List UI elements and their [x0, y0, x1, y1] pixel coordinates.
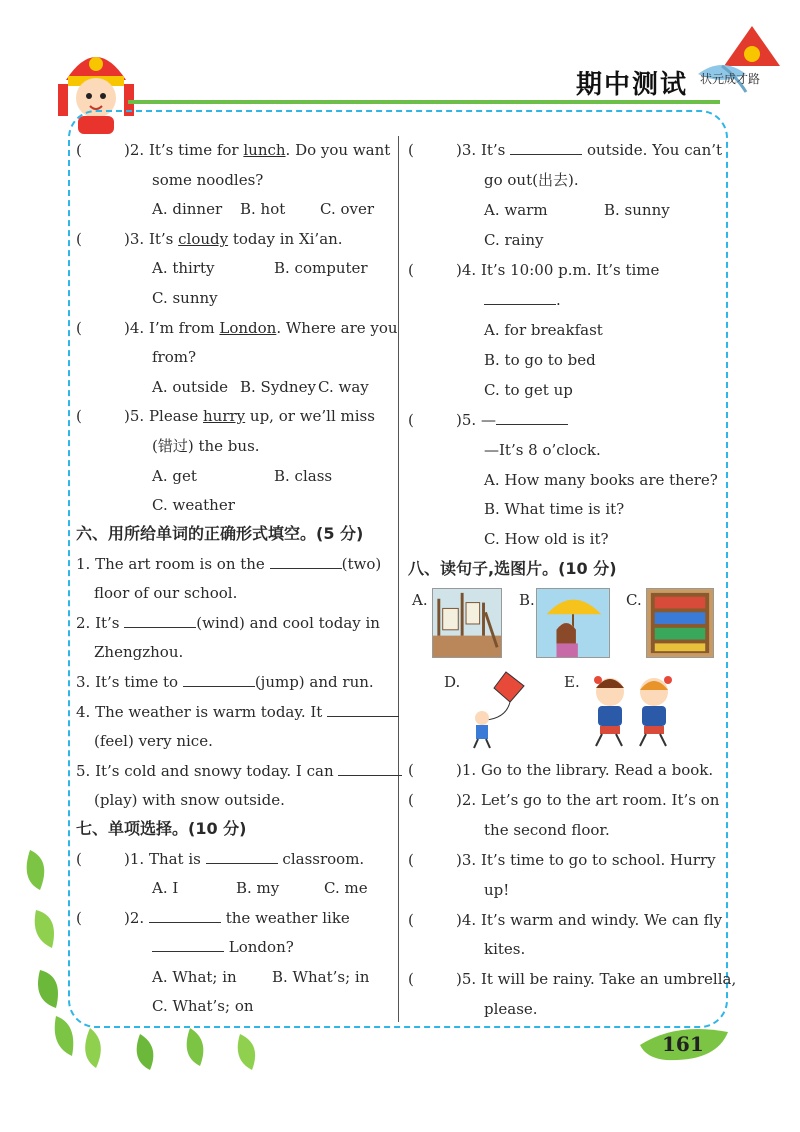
match-item-cont: the second floor.	[484, 821, 610, 839]
question-text: )5. Please hurry up, or we’ll miss	[124, 407, 375, 425]
picture-umbrella[interactable]	[536, 588, 610, 658]
picture-label-e: E.	[564, 673, 580, 691]
answer-paren[interactable]: (	[408, 851, 414, 869]
question-cont: .	[484, 290, 561, 310]
option-b: B. my	[236, 879, 280, 897]
option-c: C. weather	[152, 496, 235, 514]
question-cont: (错过) the bus.	[152, 437, 260, 455]
answer-blank[interactable]	[149, 908, 221, 923]
column-divider	[398, 136, 399, 1022]
option-b: B. hot	[240, 200, 286, 218]
answer-paren[interactable]: (	[408, 791, 414, 809]
answer-paren[interactable]: (	[76, 319, 82, 337]
answer-blank[interactable]	[124, 613, 196, 628]
question-text: )5. —	[456, 410, 568, 430]
option-a: A. How many books are there?	[484, 471, 718, 489]
option-a: A. I	[152, 879, 179, 897]
picture-art-room[interactable]	[432, 588, 502, 658]
fill-item: 3. It’s time to (jump) and run.	[76, 673, 374, 691]
page-number: 161	[662, 1032, 704, 1056]
option-c: C. rainy	[484, 231, 544, 249]
match-item: )5. It will be rainy. Take an umbrella,	[456, 970, 737, 988]
option-c: C. way	[318, 378, 369, 396]
fill-item-cont: (feel) very nice.	[94, 732, 213, 750]
section-title: 八、读句子,选图片。(10 分)	[408, 559, 617, 578]
question-cont: London?	[152, 937, 294, 957]
answer-paren[interactable]: (	[408, 141, 414, 159]
section-title: 六、用所给单词的正确形式填空。(5 分)	[76, 524, 364, 543]
option-c: C. over	[320, 200, 375, 218]
answer-blank[interactable]	[338, 761, 402, 776]
fill-item: 5. It’s cold and snowy today. I can	[76, 761, 402, 781]
match-item: )1. Go to the library. Read a book.	[456, 761, 714, 779]
question-cont: —It’s 8 o’clock.	[484, 441, 601, 459]
answer-blank[interactable]	[496, 410, 568, 425]
answer-paren[interactable]: (	[76, 141, 82, 159]
option-b: B. sunny	[604, 201, 670, 219]
answer-blank[interactable]	[183, 672, 255, 687]
option-b: B. Sydney	[240, 378, 316, 396]
fill-item-cont: Zhengzhou.	[94, 643, 184, 661]
answer-paren[interactable]: (	[408, 761, 414, 779]
option-b: B. What time is it?	[484, 500, 625, 518]
option-b: B. What’s; in	[272, 968, 370, 986]
answer-paren[interactable]: (	[76, 230, 82, 248]
picture-library[interactable]	[646, 588, 714, 658]
fill-item: 2. It’s (wind) and cool today in	[76, 614, 380, 632]
section-title: 七、单项选择。(10 分)	[76, 819, 247, 838]
answer-paren[interactable]: (	[408, 261, 414, 279]
option-a: A. What; in	[152, 968, 237, 986]
option-a: A. outside	[152, 378, 229, 396]
option-a: A. for breakfast	[484, 321, 603, 339]
answer-paren[interactable]: (	[76, 909, 82, 927]
picture-label-b: B.	[519, 591, 535, 609]
option-a: A. thirty	[152, 259, 215, 277]
option-c: C. How old is it?	[484, 530, 609, 548]
option-a: A. get	[152, 467, 197, 485]
answer-paren[interactable]: (	[408, 411, 414, 429]
question-text: )1. That is classroom.	[124, 850, 365, 868]
question-text: )4. It’s 10:00 p.m. It’s time	[456, 261, 660, 279]
option-b: B. computer	[274, 259, 368, 277]
question-cont: some noodles?	[152, 171, 264, 189]
question-text: )3. It’s cloudy today in Xi’an.	[124, 230, 343, 248]
answer-blank[interactable]	[152, 937, 224, 952]
question-text: )2. the weather like	[124, 909, 350, 927]
page-title: 期中测试	[576, 70, 689, 100]
answer-paren[interactable]: (	[76, 850, 82, 868]
answer-blank[interactable]	[270, 554, 342, 569]
question-cont: from?	[152, 348, 197, 366]
option-c: C. me	[324, 879, 368, 897]
answer-paren[interactable]: (	[408, 911, 414, 929]
answer-blank[interactable]	[484, 290, 556, 305]
answer-blank[interactable]	[206, 849, 278, 864]
match-item-cont: please.	[484, 1000, 538, 1018]
match-item-cont: up!	[484, 881, 510, 899]
option-c: C. What’s; on	[152, 997, 254, 1015]
match-item: )3. It’s time to go to school. Hurry	[456, 851, 716, 869]
answer-paren[interactable]: (	[76, 407, 82, 425]
option-a: A. dinner	[152, 200, 223, 218]
option-b: B. class	[274, 467, 333, 485]
question-cont: go out(出去).	[484, 171, 579, 189]
brand-logo	[692, 22, 792, 100]
picture-label-d: D.	[444, 673, 461, 691]
brand-text: 状元成才路	[700, 72, 761, 86]
fill-item: 4. The weather is warm today. It	[76, 702, 399, 722]
answer-paren[interactable]: (	[408, 970, 414, 988]
option-a: A. warm	[484, 201, 548, 219]
match-item-cont: kites.	[484, 940, 526, 958]
picture-label-c: C.	[626, 591, 642, 609]
fill-item-cont: floor of our school.	[94, 584, 238, 602]
picture-kite[interactable]	[466, 668, 530, 750]
picture-label-a: A.	[412, 591, 428, 609]
option-c: C. sunny	[152, 289, 218, 307]
option-c: C. to get up	[484, 381, 573, 399]
match-item: )4. It’s warm and windy. We can fly	[456, 911, 723, 929]
question-text: )2. It’s time for lunch. Do you want	[124, 141, 391, 159]
picture-girls-running[interactable]	[580, 668, 686, 750]
answer-blank[interactable]	[510, 140, 582, 155]
question-text: )3. It’s outside. You can’t	[456, 141, 723, 159]
answer-blank[interactable]	[327, 702, 399, 717]
question-text: )4. I’m from London. Where are you	[124, 319, 398, 337]
match-item: )2. Let’s go to the art room. It’s on	[456, 791, 720, 809]
fill-item-cont: (play) with snow outside.	[94, 791, 285, 809]
option-b: B. to go to bed	[484, 351, 596, 369]
fill-item: 1. The art room is on the (two)	[76, 555, 382, 573]
